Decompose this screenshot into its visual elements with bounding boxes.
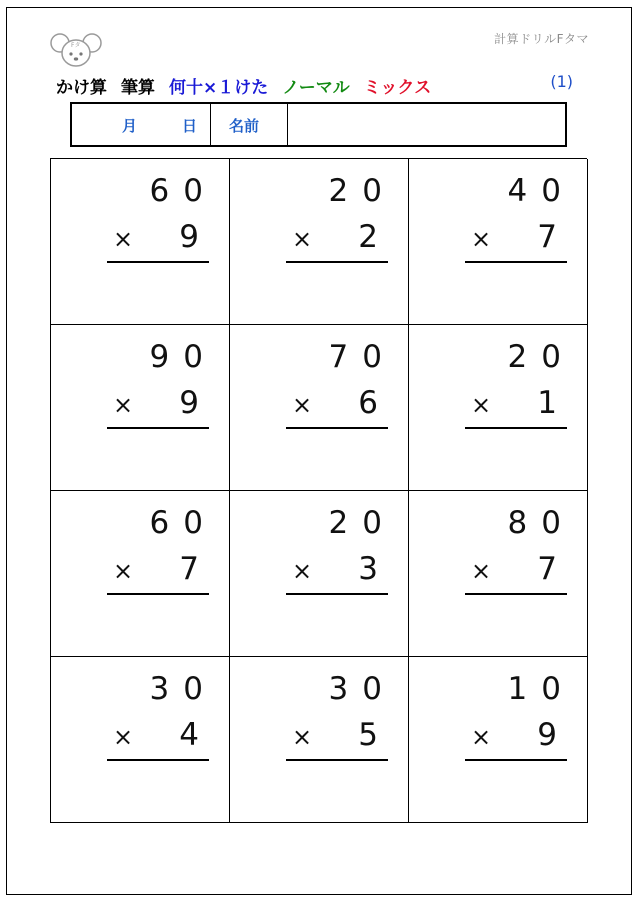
multiplicand: 30 xyxy=(328,671,396,707)
answer-line xyxy=(107,759,209,761)
month-label: 月 xyxy=(122,117,138,135)
problem-cell[interactable] xyxy=(51,325,230,491)
multiplier: 7 xyxy=(179,551,199,587)
answer-line xyxy=(107,427,209,429)
title-part-mode: ミックス xyxy=(363,78,432,98)
times-sign: × xyxy=(471,723,492,751)
multiplicand: 40 xyxy=(507,173,575,209)
name-date-box xyxy=(70,102,567,147)
answer-line xyxy=(465,261,567,263)
multiplicand: 80 xyxy=(507,505,575,541)
problem-cell[interactable] xyxy=(409,491,588,657)
multiplier: 7 xyxy=(537,219,557,255)
multiplicand: 20 xyxy=(507,339,575,375)
answer-line xyxy=(465,427,567,429)
day-label: 日 xyxy=(182,117,198,135)
multiplicand: 20 xyxy=(328,505,396,541)
name-label-cell xyxy=(211,104,288,145)
multiplier: 9 xyxy=(179,219,199,255)
problem-cell[interactable] xyxy=(409,325,588,491)
multiplicand: 60 xyxy=(149,173,217,209)
multiplier: 3 xyxy=(358,551,378,587)
times-sign: × xyxy=(292,225,313,253)
times-sign: × xyxy=(471,225,492,253)
problem-cell[interactable] xyxy=(230,159,409,325)
mouse-logo-icon xyxy=(50,30,102,70)
times-sign: × xyxy=(113,391,134,419)
multiplier: 9 xyxy=(537,717,557,753)
multiplier: 5 xyxy=(358,717,378,753)
problem-cell[interactable] xyxy=(51,491,230,657)
multiplier: 7 xyxy=(537,551,557,587)
brand-label: 計算ドリルFタマ xyxy=(494,32,589,46)
worksheet-title xyxy=(56,73,445,98)
times-sign: × xyxy=(113,557,134,585)
answer-line xyxy=(286,759,388,761)
title-part-topic: 何十×１けた xyxy=(169,78,269,98)
title-part-level: ノーマル xyxy=(282,78,350,98)
times-sign: × xyxy=(471,391,492,419)
multiplicand: 30 xyxy=(149,671,217,707)
answer-line xyxy=(465,759,567,761)
answer-line xyxy=(465,593,567,595)
problem-cell[interactable] xyxy=(51,159,230,325)
multiplicand: 70 xyxy=(328,339,396,375)
page-number: (1) xyxy=(550,72,573,91)
problem-cell[interactable] xyxy=(409,159,588,325)
multiplier: 4 xyxy=(179,717,199,753)
multiplicand: 60 xyxy=(149,505,217,541)
problem-cell[interactable] xyxy=(230,491,409,657)
multiplicand: 90 xyxy=(149,339,217,375)
date-field[interactable] xyxy=(72,104,211,145)
answer-line xyxy=(286,427,388,429)
multiplicand: 10 xyxy=(507,671,575,707)
title-part-hissan: 筆算 xyxy=(121,78,155,98)
multiplier: 1 xyxy=(537,385,557,421)
times-sign: × xyxy=(113,723,134,751)
times-sign: × xyxy=(113,225,134,253)
problem-grid xyxy=(50,158,587,823)
multiplier: 6 xyxy=(358,385,378,421)
answer-line xyxy=(107,261,209,263)
problem-cell[interactable] xyxy=(409,657,588,823)
multiplier: 2 xyxy=(358,219,378,255)
logo-text: Fタ xyxy=(71,42,81,49)
answer-line xyxy=(286,261,388,263)
name-field[interactable] xyxy=(288,104,565,145)
answer-line xyxy=(286,593,388,595)
multiplicand: 20 xyxy=(328,173,396,209)
problem-cell[interactable] xyxy=(230,657,409,823)
times-sign: × xyxy=(292,723,313,751)
times-sign: × xyxy=(292,391,313,419)
multiplier: 9 xyxy=(179,385,199,421)
problem-cell[interactable] xyxy=(230,325,409,491)
problem-cell[interactable] xyxy=(51,657,230,823)
name-label: 名前 xyxy=(229,117,260,135)
times-sign: × xyxy=(471,557,492,585)
title-part-kakezan: かけ算 xyxy=(56,78,107,98)
times-sign: × xyxy=(292,557,313,585)
answer-line xyxy=(107,593,209,595)
